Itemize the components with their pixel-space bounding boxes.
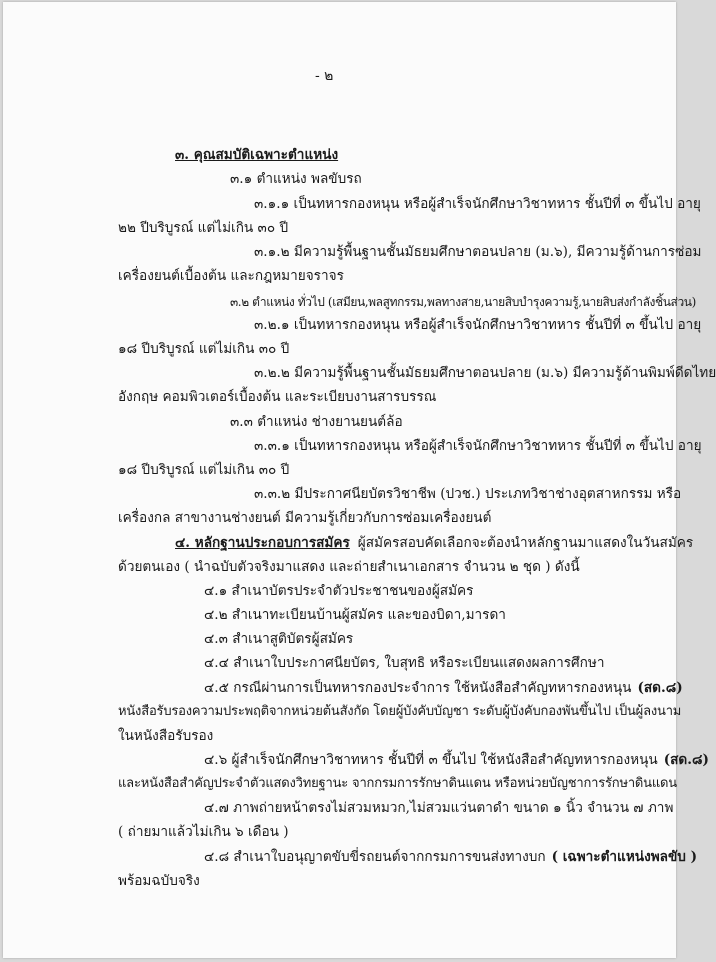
item-4-6-text: ๔.๖ ผู้สำเร็จนักศึกษาวิชาทหาร ชั้นปีที่ ๓ ขึ้นไป ใช้หนังสือสำคัญทหารกองหนุน bbox=[204, 752, 658, 768]
item-4-8-line1 bbox=[204, 847, 698, 867]
item-3-1-title: ๓.๑ ตำแหน่ง พลขับรถ bbox=[230, 171, 362, 187]
item-3-2-2-line1: ๓.๒.๒ มีความรู้พื้นฐานชั้นมัธยมศึกษาตอนปลาย (ม.๖) มีความรู้ด้านพิมพ์ดีดไทย bbox=[254, 365, 716, 381]
page-number: - ๒ bbox=[315, 68, 334, 84]
item-3-2-2-line2: อังกฤษ คอมพิวเตอร์เบื้องต้น และระเบียบงานสารบรรณ bbox=[118, 389, 437, 405]
item-3-3-1-line1: ๓.๓.๑ เป็นทหารกองหนุน หรือผู้สำเร็จนักศึกษาวิชาทหาร ชั้นปีที่ ๓ ขึ้นไป อายุ bbox=[254, 438, 702, 454]
item-4-6-doc-code: (สด.๘) bbox=[663, 752, 709, 768]
item-4-6-line2: และหนังสือสำคัญประจำตัวแสดงวิทยฐานะ จากกรมการรักษาดินแดน หรือหน่วยบัญชาการรักษาดินแดน bbox=[118, 776, 677, 791]
section-4-intro-line1: ผู้สมัครสอบคัดเลือกจะต้องนำหลักฐานมาแสดงในวันสมัคร bbox=[357, 535, 694, 551]
item-3-2-1-line1: ๓.๒.๑ เป็นทหารกองหนุน หรือผู้สำเร็จนักศึกษาวิชาทหาร ชั้นปีที่ ๓ ขึ้นไป อายุ bbox=[254, 317, 702, 333]
item-4-6-line1 bbox=[204, 750, 709, 770]
item-4-5-doc-code: (สด.๘) bbox=[637, 680, 683, 696]
item-4-4: ๔.๔ สำเนาใบประกาศนียบัตร, ใบสุทธิ หรือระเบียนแสดงผลการศึกษา bbox=[204, 655, 605, 671]
item-3-1-1-line2: ๒๒ ปีบริบูรณ์ แต่ไม่เกิน ๓๐ ปี bbox=[118, 220, 289, 236]
item-4-3: ๔.๓ สำเนาสูติบัตรผู้สมัคร bbox=[204, 631, 354, 647]
item-4-8-note: ( เฉพาะตำแหน่งพลขับ ) bbox=[551, 849, 698, 865]
item-4-8-text: ๔.๘ สำเนาใบอนุญาตขับขี่รถยนต์จากกรมการขนส่งทางบก bbox=[204, 849, 546, 865]
item-4-2: ๔.๒ สำเนาทะเบียนบ้านผู้สมัคร และของบิดา,มารดา bbox=[204, 607, 506, 623]
item-3-3-title: ๓.๓ ตำแหน่ง ช่างยานยนต์ล้อ bbox=[230, 414, 403, 430]
item-3-3-2-line2: เครื่องกล สาขางานช่างยนต์ มีความรู้เกี่ยวกับการซ่อมเครื่องยนต์ bbox=[118, 510, 492, 526]
item-3-1-1-line1: ๓.๑.๑ เป็นทหารกองหนุน หรือผู้สำเร็จนักศึกษาวิชาทหาร ชั้นปีที่ ๓ ขึ้นไป อายุ bbox=[254, 196, 701, 212]
item-4-1: ๔.๑ สำเนาบัตรประจำตัวประชาชนของผู้สมัคร bbox=[204, 583, 474, 599]
section-4-heading-line bbox=[175, 533, 694, 553]
item-3-1-2-line1: ๓.๑.๒ มีความรู้พื้นฐานชั้นมัธยมศึกษาตอนปลาย (ม.๖), มีความรู้ด้านการซ่อม bbox=[254, 244, 702, 260]
item-4-8-line2: พร้อมฉบับจริง bbox=[118, 873, 200, 889]
document-page bbox=[3, 2, 716, 958]
item-3-3-1-line2: ๑๘ ปีบริบูรณ์ แต่ไม่เกิน ๓๐ ปี bbox=[118, 462, 290, 478]
item-3-1-2-line2: เครื่องยนต์เบื้องต้น และกฎหมายจราจร bbox=[118, 268, 344, 284]
section-4-heading: ๔. หลักฐานประกอบการสมัคร bbox=[175, 535, 350, 551]
item-4-7-line1: ๔.๗ ภาพถ่ายหน้าตรงไม่สวมหมวก,ไม่สวมแว่นตาดำ ขนาด ๑ นิ้ว จำนวน ๗ ภาพ bbox=[204, 800, 674, 816]
item-4-5-line2: หนังสือรับรองความประพฤติจากหน่วยต้นสังกัด โดยผู้บังคับบัญชา ระดับผู้บังคับกองพันขึ้นไป เป็นผู้ลงนาม bbox=[118, 704, 682, 719]
item-4-7-line2: ( ถ่ายมาแล้วไม่เกิน ๖ เดือน ) bbox=[118, 824, 289, 840]
item-3-2-title: ๓.๒ ตำแหน่ง ทั่วไป (เสมียน,พลสูทกรรม,พลทางสาย,นายสิบบำรุงความรู้,นายสิบส่งกำลังชิ้นส่วน) bbox=[230, 295, 696, 309]
item-4-5-text: ๔.๕ กรณีผ่านการเป็นทหารกองประจำการ ใช้หนังสือสำคัญทหารกองหนุน bbox=[204, 680, 632, 696]
section-3-heading: ๓. คุณสมบัติเฉพาะตำแหน่ง bbox=[175, 147, 339, 163]
item-3-3-2-line1: ๓.๓.๒ มีประกาศนียบัตรวิชาชีพ (ปวช.) ประเภทวิชาช่างอุตสาหกรรม หรือ bbox=[254, 486, 682, 502]
item-3-2-1-line2: ๑๘ ปีบริบูรณ์ แต่ไม่เกิน ๓๐ ปี bbox=[118, 341, 290, 357]
section-4-intro-line2: ด้วยตนเอง ( นำฉบับตัวจริงมาแสดง และถ่ายสำเนาเอกสาร จำนวน ๒ ชุด ) ดังนี้ bbox=[118, 559, 580, 575]
item-4-5-line3: ในหนังสือรับรอง bbox=[118, 728, 214, 744]
item-4-5-line1 bbox=[204, 678, 683, 698]
